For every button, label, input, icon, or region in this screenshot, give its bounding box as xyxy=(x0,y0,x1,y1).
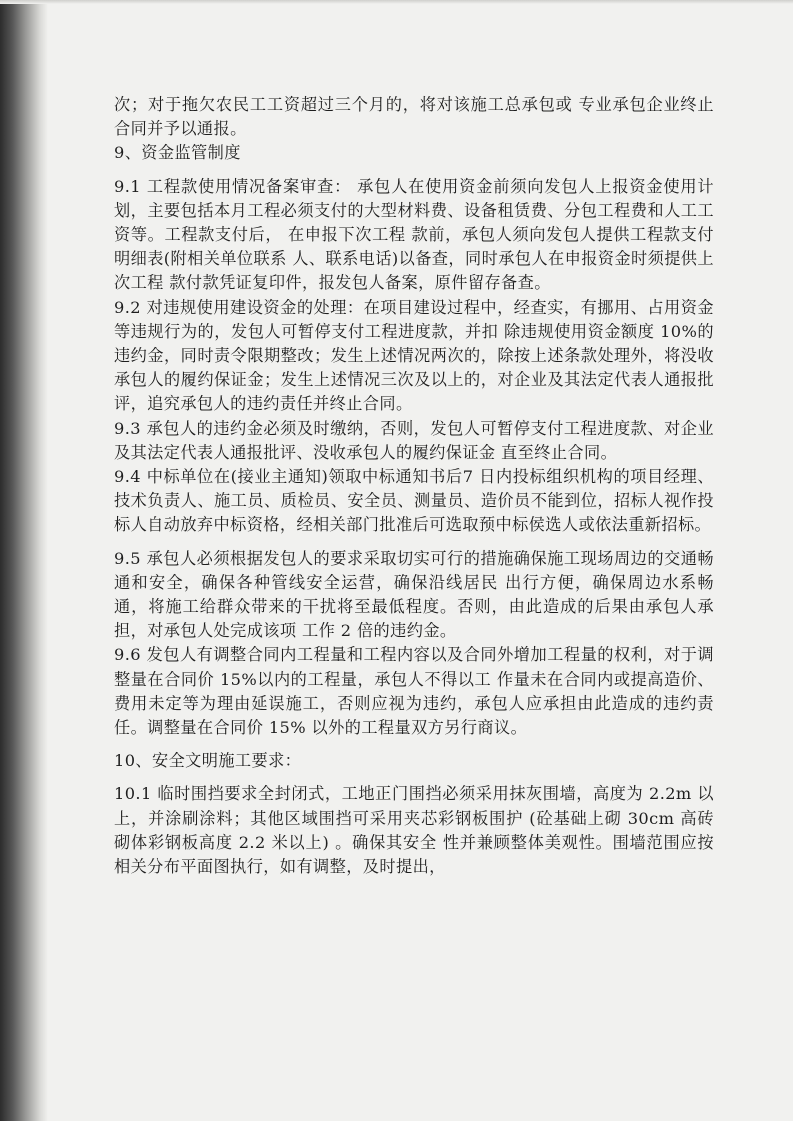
clause-9-1: 9.1 工程款使用情况备案审查： 承包人在使用资金前须向发包人上报资金使用计划，主要包括本月工程必须支付的大型材料费、设备租赁费、分包工程费和人工工资等。工程款支付后， 在申报下次工程 款前，承包人须向发包人提供工程款支付明细表(附相关单位联系 人、联系电话)以备查，同时承包人在申报资金时须提供上次工程 款付款凭证复印件，报发包人备案，原件留存备查。 xyxy=(114,176,714,293)
section-heading-9: 9、资金监管制度 xyxy=(114,143,241,163)
page-top-edge xyxy=(0,0,793,4)
clause-10-1: 10.1 临时围挡要求全封闭式，工地正门围挡必须采用抹灰围墙，高度为 2.2m 以上，并涂刷涂料；其他区域围挡可采用夹芯彩钢板围护 (砼基础上砌 30cm 高砖砌体彩钢板高度 2.2 米以上) 。确保其安全 性并兼顾整体美观性。围墙范围应按相关分布平面图执行，如有调整，及时提出， xyxy=(114,784,714,877)
clause-9-5: 9.5 承包人必须根据发包人的要求采取切实可行的措施确保施工现场周边的交通畅通和安全，确保各种管线安全运营，确保沿线居民 出行方便，确保周边水系畅通，将施工给群众带来的干扰将至最低程度。否则，由此造成的后果由承包人承担，对承包人处完成该项 工作 2 倍的违约金。 xyxy=(114,548,714,641)
section-heading-10: 10、安全文明施工要求： xyxy=(114,751,302,771)
clause-9-4: 9.4 中标单位在(接业主通知)领取中标通知书后7 日内投标组织机构的项目经理、技术负责人、施工员、质检员、安全员、测量员、造价员不能到位，招标人视作投标人自动放弃中标资格，经相关部门批准后可选取预中标侯选人或依法重新招标。 xyxy=(114,467,714,535)
clause-9-3: 9.3 承包人的违约金必须及时缴纳，否则，发包人可暂停支付工程进度款、对企业及其法定代表人通报批评、没收承包人的履约保证金 直至终止合同。 xyxy=(114,418,714,462)
clause-9-2: 9.2 对违规使用建设资金的处理：在项目建设过程中，经查实，有挪用、占用资金等违规行为的，发包人可暂停支付工程进度款，并扣 除违规使用资金额度 10%的违约金，同时责令限期整改；发生上述情况两次的，除按上述条款处理外，将没收承包人的履约保证金；发生上述情况三次及以上的，对企业及其法定代表人通报批评，追究承包人的违约责任并终止合同。 xyxy=(114,297,714,414)
binding-shadow xyxy=(0,0,48,1121)
clause-9-6: 9.6 发包人有调整合同内工程量和工程内容以及合同外增加工程量的权利，对于调整量在合同价 15%以内的工程量，承包人不得以工 作量未在合同内或提高造价、费用未定等为理由延误施工，否则应视为违约，承包人应承担由此造成的违约责任。调整量在合同价 15% 以外的工程量双方另行商议。 xyxy=(114,645,714,738)
document-page xyxy=(114,93,714,879)
paragraph-continuation: 次；对于拖欠农民工工资超过三个月的，将对该施工总承包或 专业承包企业终止合同并予以通报。 xyxy=(114,95,714,139)
